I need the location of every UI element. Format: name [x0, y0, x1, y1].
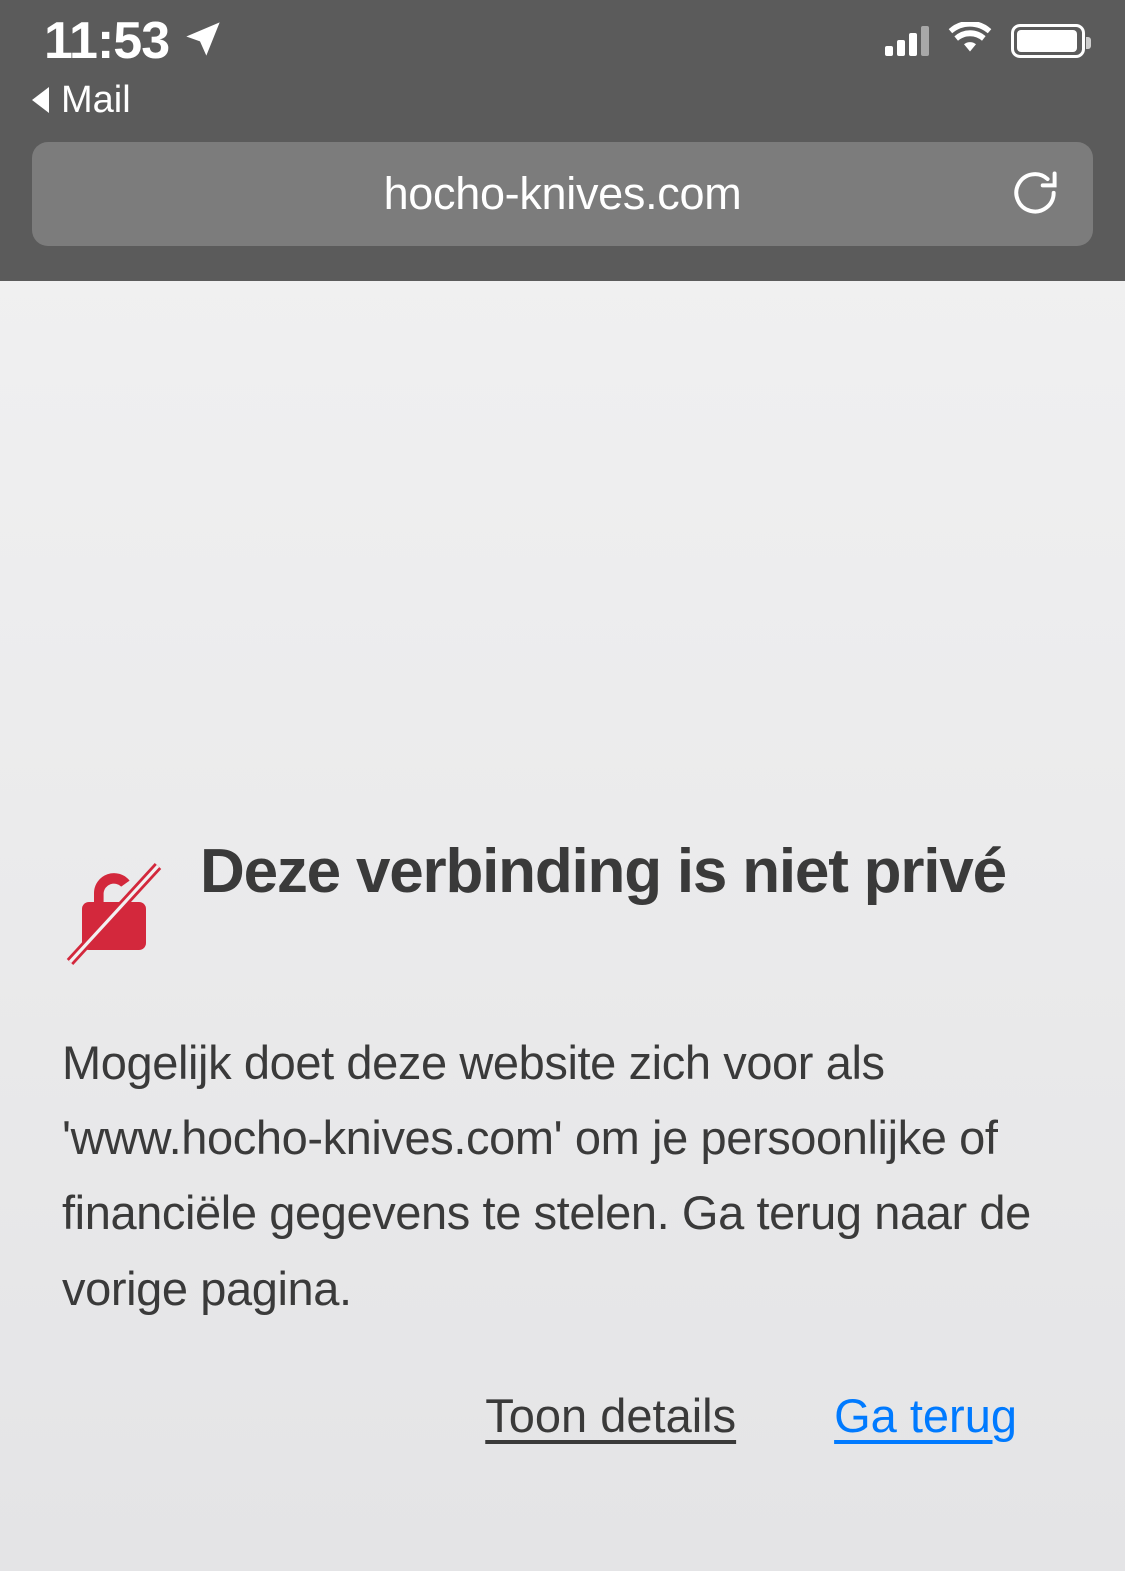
privacy-warning — [62, 836, 1063, 1443]
back-to-mail-link[interactable] — [0, 74, 1125, 126]
warning-heading-row — [62, 836, 1063, 973]
status-bar — [0, 0, 1125, 74]
wifi-icon — [947, 22, 993, 61]
back-triangle-icon — [32, 87, 49, 113]
browser-chrome — [0, 0, 1125, 281]
page-title: Deze verbinding is niet privé — [200, 837, 1006, 906]
go-back-link[interactable]: Ga terug — [834, 1388, 1017, 1442]
reload-icon[interactable] — [1007, 166, 1063, 222]
url-bar[interactable] — [32, 142, 1093, 246]
status-bar-clock: 11:53 — [44, 12, 170, 70]
back-app-label: Mail — [61, 78, 131, 121]
broken-lock-icon — [62, 862, 166, 973]
url-text: hocho-knives.com — [383, 168, 742, 219]
warning-body-text: Mogelijk doet deze website zich voor als 'www.hocho-knives.com' om je persoonlijke of financiële gegevens te stelen. Ga terug naar de vorige pagina. — [62, 1036, 1031, 1315]
battery-full-icon — [1011, 24, 1085, 58]
location-arrow-icon — [183, 19, 223, 64]
show-details-link[interactable]: Toon details — [485, 1388, 737, 1442]
cellular-signal-icon — [885, 26, 929, 56]
status-bar-right — [885, 22, 1085, 61]
page-content — [0, 281, 1125, 1571]
warning-actions — [62, 1388, 1063, 1443]
status-bar-left — [44, 12, 223, 70]
